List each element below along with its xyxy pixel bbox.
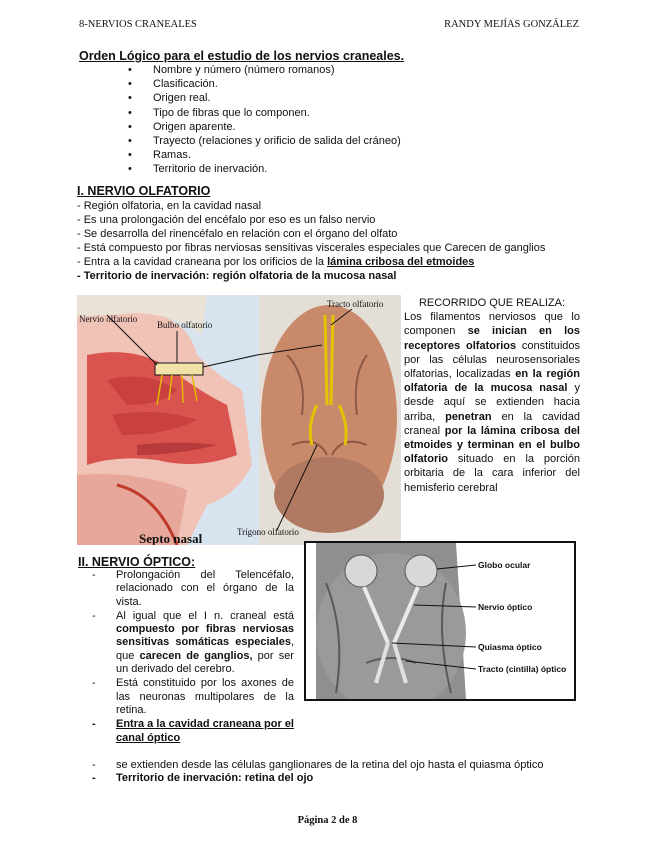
text-line: - Está compuesto por fibras nerviosas sensitivas viscerales especiales que Carecen de ganglios: [77, 242, 546, 255]
text-line: - Región olfatoria, en la cavidad nasal: [77, 200, 262, 212]
list-item: - Al igual que el I n. craneal está compuesto por fibras nerviosas sensitivas somáticas especiales, que carecen de ganglios, por ser un derivado del cerebro.: [78, 610, 294, 676]
list-item: - se extienden desde las células ganglionares de la retina del ojo hasta el quiasma óptico: [78, 759, 598, 772]
list-item: • Territorio de inervación.: [120, 162, 401, 176]
recorrido-text: RECORRIDO QUE REALIZA: Los filamentos nerviosos que lo componen se inician en los receptores olfatorios constituidos por las células neurosensoriales olfatorias, localizadas en la región olfatoria de la mucosa nasal y desde aquí se extienden hacia arriba, penetran en la cavidad craneal por la lámina cribosa del etmoides y terminan en el bulbo olfatorio situado en la porción orbitaria de la cara inferior del hemisferio cerebral: [404, 297, 580, 494]
recorrido-caption: RECORRIDO QUE REALIZA:: [418, 297, 566, 309]
list-item: • Origen real.: [120, 91, 401, 105]
label-globo-ocular: Globo ocular: [478, 560, 531, 570]
header-right: RANDY MEJÍAS GONZÁLEZ: [444, 19, 579, 30]
text-line: - Territorio de inervación: región olfatoria de la mucosa nasal: [77, 270, 397, 283]
text-line: - Entra a la cavidad craneana por los orificios de la lámina cribosa del etmoides: [77, 256, 475, 269]
list-item: • Ramas.: [120, 148, 401, 162]
section-title-olfatorio: I. NERVIO OLFATORIO: [77, 184, 211, 198]
intro-list: [120, 63, 401, 177]
page-footer: Página 2 de 8: [297, 815, 358, 826]
label-nervio-optico: Nervio óptico: [478, 602, 533, 612]
text-line: - Es una prolongación del encéfalo por eso es un falso nervio: [77, 214, 376, 227]
list-item: • Nombre y número (número romanos): [120, 63, 401, 77]
optico-list-wide: [78, 759, 598, 786]
label-nervio-olfatorio: Nervio olfatorio: [79, 314, 138, 324]
list-item: - Prolongación del Telencéfalo, relacionado con el órgano de la vista.: [78, 569, 294, 609]
list-item: • Trayecto (relaciones y orificio de salida del cráneo): [120, 134, 401, 148]
label-trigono-olfatorio: Trígono olfatorio: [237, 527, 299, 537]
section-title-optico: II. NERVIO ÓPTICO:: [78, 555, 196, 569]
text-line: - Se desarrolla del rinencéfalo en relación con el órgano del olfato: [77, 228, 398, 241]
label-tracto-optico: Tracto (cintilla) óptico: [478, 664, 567, 674]
list-item: - Territorio de inervación: retina del ojo: [78, 772, 598, 785]
list-item: • Origen aparente.: [120, 120, 401, 134]
label-quiasma-optico: Quiasma óptico: [478, 642, 542, 652]
olfactory-figure: [77, 295, 401, 545]
header-left: 8-NERVIOS CRANEALES: [79, 19, 197, 30]
label-septo-nasal: Septo nasal: [139, 531, 203, 545]
list-item: • Tipo de fibras que lo componen.: [120, 106, 401, 120]
olfatorio-lines: [77, 199, 597, 284]
label-tracto-olfatorio: Tracto olfatorio: [327, 299, 384, 309]
label-bulbo-olfatorio: Bulbo olfatorio: [157, 320, 213, 330]
list-item: • Clasificación.: [120, 77, 401, 91]
list-item: - Está constituido por los axones de las neuronas multipolares de la retina.: [78, 677, 294, 717]
optico-list: [78, 569, 294, 746]
optic-figure: [304, 541, 576, 701]
list-item: - Entra a la cavidad craneana por el canal óptico: [78, 718, 294, 745]
intro-title: Orden Lógico para el estudio de los nervios craneales.: [79, 49, 405, 63]
